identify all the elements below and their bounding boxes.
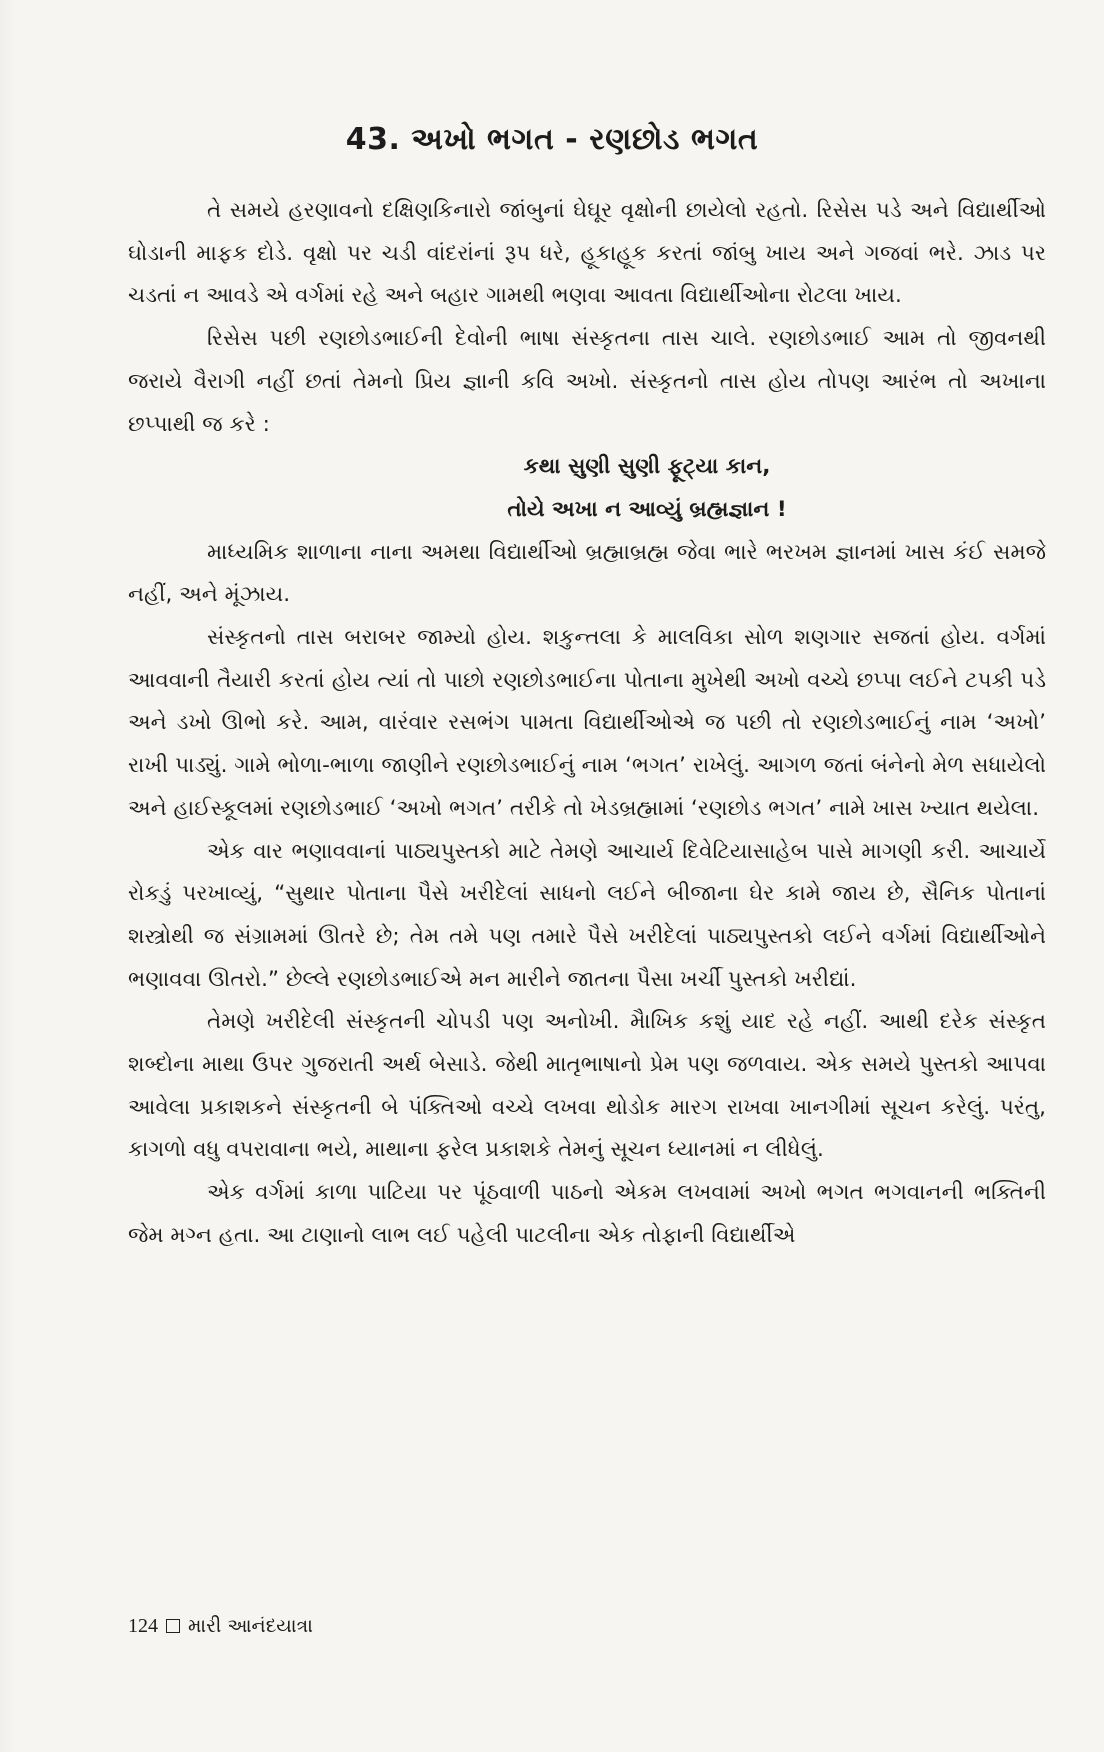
chapter-body (128, 190, 1046, 1258)
paragraph: એક વર્ગમાં કાળા પાટિયા પર પૂંઠવાળી પાઠનો એકમ લખવામાં અખો ભગત ભગવાનની ભક્તિની જેમ મગ્ન હતા. આ ટાણાનો લાભ લઈ પહેલી પાટલીના એક તોફાની વિદ્યાર્થીએ (128, 1180, 1046, 1248)
paragraph: રિસેસ પછી રણછોડભાઈની દેવોની ભાષા સંસ્કૃતના તાસ ચાલે. રણછોડભાઈ આમ તો જીવનથી જરાયે વૈરાગી નહીં છતાં તેમનો પ્રિય જ્ઞાની કવિ અખો. સંસ્કૃતનો તાસ હોય તોપણ આરંભ તો અખાના છપ્પાથી જ કરે : (128, 326, 1046, 437)
page-number: 124 (128, 1615, 158, 1637)
chapter-title: 43. અખો ભગત - રણછોડ ભગત (345, 122, 759, 157)
paragraph: તે સમયે હરણાવનો દક્ષિણકિનારો જાંબુનાં ઘેઘૂર વૃક્ષોની છાયેલો રહતો. રિસેસ પડે અને વિદ્યાર્થીઓ ઘોડાની માફક દોડે. વૃક્ષો પર ચડી વાંદરાંનાં રૂપ ધરે, હૂકાહૂક કરતાં જાંબુ ખાય અને ગજવાં ભરે. ઝાડ પર ચડતાં ન આવડે એ વર્ગમાં રહે અને બહાર ગામથી ભણવા આવતા વિદ્યાર્થીઓના રોટલા ખાય. (128, 198, 1046, 309)
book-title: મારી આનંદયાત્રા (188, 1614, 313, 1637)
paragraph: એક વાર ભણાવવાનાં પાઠ્યપુસ્તકો માટે તેમણે આચાર્ય દિવેટિયાસાહેબ પાસે માગણી કરી. આચાર્યે રોકડું પરખાવ્યું, “સુથાર પોતાના પૈસે ખરીદેલાં સાધનો લઈને બીજાના ઘેર કામે જાય છે, સૈનિક પોતાનાં શસ્ત્રોથી જ સંગ્રામમાં ઊતરે છે; તેમ તમે પણ તમારે પૈસે ખરીદેલાં પાઠ્યપુસ્તકો લઈને વર્ગમાં વિદ્યાર્થીઓને ભણાવવા ઊતરો.” છેલ્લે રણછોડભાઈએ મન મારીને જાતના પૈસા ખર્ચી પુસ્તકો ખરીદ્યાં. (128, 838, 1046, 992)
paragraph: તેમણે ખરીદેલી સંસ્કૃતની ચોપડી પણ અનોખી. મૈાખિક કશું યાદ રહે નહીં. આથી દરેક સંસ્કૃત શબ્દોના માથા ઉપર ગુજરાતી અર્થ બેસાડે. જેથી માતૃભાષાનો પ્રેમ પણ જળવાય. એક સમયે પુસ્તકો આપવા આવેલા પ્રકાશકને સંસ્કૃતની બે પંક્તિઓ વચ્ચે લખવા થોડોક મારગ રાખવા ખાનગીમાં સૂચન કરેલું. પરંતુ, કાગળો વધુ વપરાવાના ભયે, માથાના ફરેલ પ્રકાશકે તેમનું સૂચન ધ્યાનમાં ન લીધેલું. (128, 1009, 1046, 1163)
square-icon (166, 1619, 180, 1633)
page-footer (128, 1614, 313, 1638)
paragraph: માધ્યમિક શાળાના નાના અમથા વિદ્યાર્થીઓ બ્રહ્માબ્રહ્મ જેવા ભારે ભરખમ જ્ઞાનમાં ખાસ કંઈ સમજે નહીં, અને મૂંઝાય. (128, 539, 1046, 608)
verse-line: કથા સુણી સુણી ફૂટ્યા કાન, (523, 454, 771, 480)
paragraph: સંસ્કૃતનો તાસ બરાબર જામ્યો હોય. શકુન્તલા કે માલવિકા સોળ શણગાર સજતાં હોય. વર્ગમાં આવવાની તૈયારી કરતાં હોય ત્યાં તો પાછો રણછોડભાઈના પોતાના મુખેથી અખો વચ્ચે છપ્પા લઈને ટપકી પડે અને ડખો ઊભો કરે. આમ, વારંવાર રસભંગ પામતા વિદ્યાર્થીઓએ જ પછી તો રણછોડભાઈનું નામ ‘અખો’ રાખી પાડ્યું. ગામે ભોળા-ભાળા જાણીને રણછોડભાઈનું નામ ‘ભગત’ રાખેલું. આગળ જતાં બંનેનો મેળ સધાયેલો અને હાઈસ્કૂલમાં રણછોડભાઈ ‘અખો ભગત’ તરીકે તો ખેડબ્રહ્મામાં ‘રણછોડ ભગત’ નામે ખાસ ખ્યાત થયેલા. (128, 625, 1046, 821)
verse-line: તોયે અખા ન આવ્યું બ્રહ્મજ્ઞાન ! (507, 496, 787, 522)
